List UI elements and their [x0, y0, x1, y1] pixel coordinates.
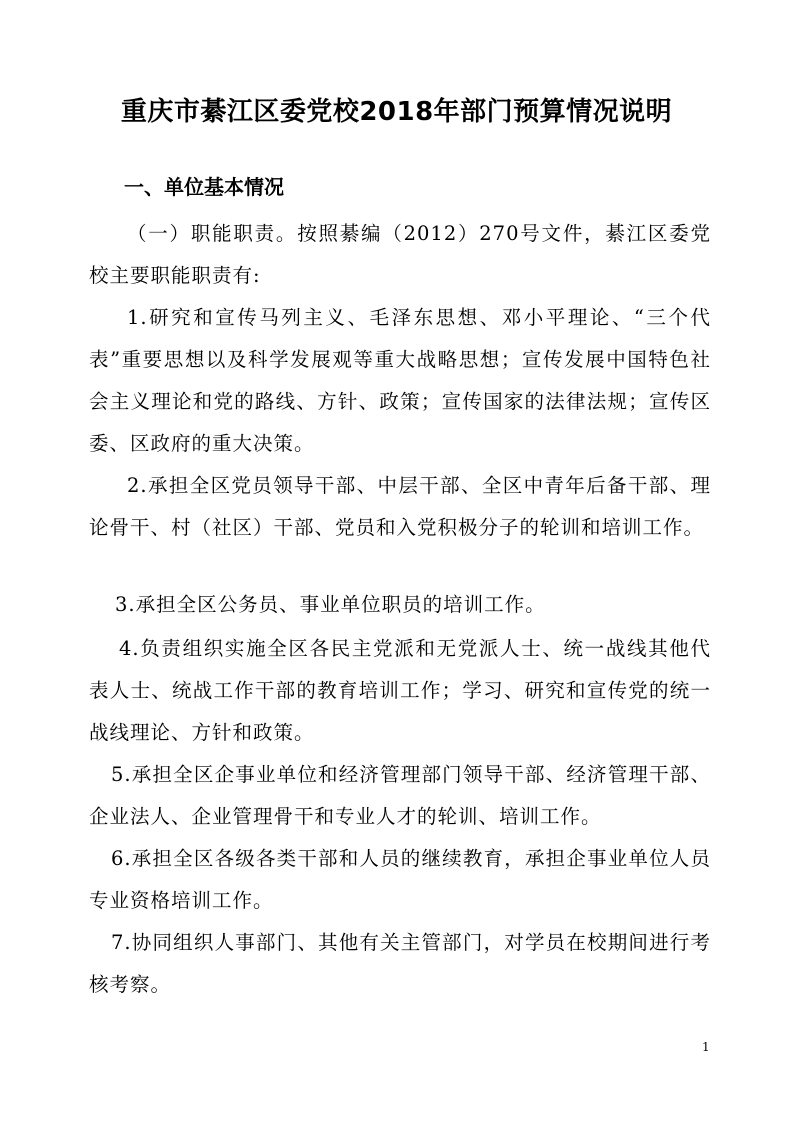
paragraph-item-5: 5.承担全区企事业单位和经济管理部门领导干部、经济管理干部、企业法人、企业管理骨干和专业人才的轮训、培训工作。 — [89, 763, 711, 828]
paragraph-item-2: 2.承担全区党员领导干部、中层干部、全区中青年后备干部、理论骨干、村（社区）干部、党员和入党积极分子的轮训和培训工作。 — [89, 474, 711, 539]
paragraph-item-6: 6.承担全区各级各类干部和人员的继续教育，承担企事业单位人员专业资格培训工作。 — [89, 847, 711, 912]
paragraph-item-1: 1.研究和宣传马列主义、毛泽东思想、邓小平理论、“三个代表”重要思想以及科学发展观等重大战略思想；宣传发展中国特色社会主义理论和党的路线、方针、政策；宣传国家的法律法规；宣传区委、区政府的重大决策。 — [89, 306, 711, 455]
paragraph-functions-intro: （一）职能职责。按照綦编（2012）270号文件，綦江区委党校主要职能职责有: — [89, 222, 711, 287]
document-title: 重庆市綦江区委党校2018年部门预算情况说明 — [120, 97, 673, 127]
paragraph-item-7: 7.协同组织人事部门、其他有关主管部门，对学员在校期间进行考核考察。 — [89, 931, 711, 996]
section-heading: 一、单位基本情况 — [124, 175, 284, 199]
page-number: 1 — [702, 1040, 710, 1054]
paragraph-item-4: 4.负责组织实施全区各民主党派和无党派人士、统一战线其他代表人士、统战工作干部的教育培训工作；学习、研究和宣传党的统一战线理论、方针和政策。 — [89, 637, 711, 744]
paragraph-item-3: 3.承担全区公务员、事业单位职员的培训工作。 — [115, 593, 546, 616]
